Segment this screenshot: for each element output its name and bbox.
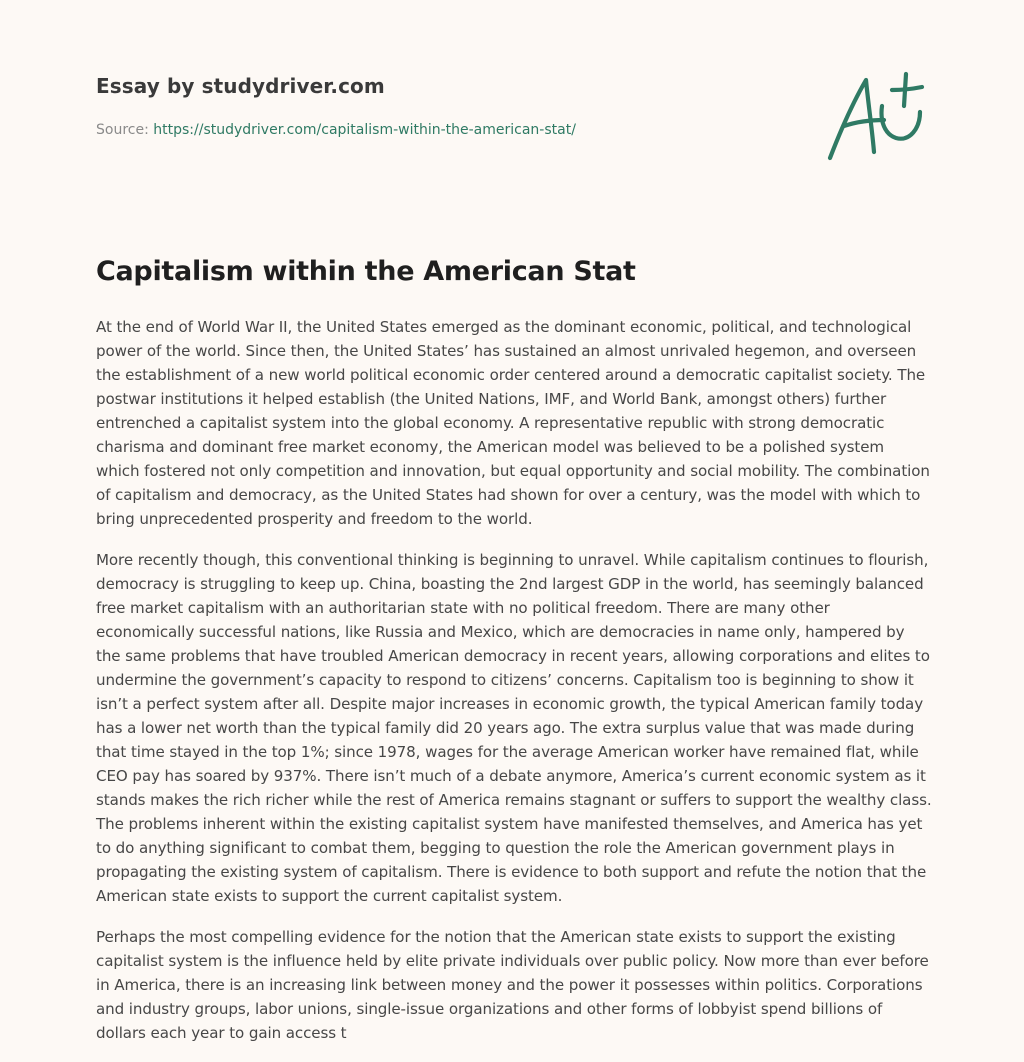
article-title: Capitalism within the American Stat bbox=[96, 256, 636, 287]
source-link[interactable]: https://studydriver.com/capitalism-within-the-american-stat/ bbox=[153, 122, 576, 138]
essay-header bbox=[96, 74, 796, 138]
article-body bbox=[96, 315, 932, 1062]
essay-by-heading: Essay by studydriver.com bbox=[96, 74, 385, 98]
source-line bbox=[96, 122, 796, 138]
source-label: Source: bbox=[96, 122, 149, 138]
paragraph: More recently though, this conventional thinking is beginning to unravel. While capitalism continues to flourish, democracy is struggling to keep up. China, boasting the 2nd largest GDP in the world, has seemingly balanced free market capitalism with an authoritarian state with no political freedom. There are many other economically successful nations, like Russia and Mexico, which are democracies in name only, hampered by the same problems that have troubled American democracy in recent years, allowing corporations and elites to undermine the government’s capacity to respond to citizens’ concerns. Capitalism too is beginning to show it isn’t a perfect system after all. Despite major increases in economic growth, the typical American family today has a lower net worth than the typical family did 20 years ago. The extra surplus value that was made during that time stayed in the top 1%; since 1978, wages for the average American worker have remained flat, while CEO pay has soared by 937%. There isn’t much of a debate anymore, America’s current economic system as it stands makes the rich richer while the rest of America remains stagnant or suffers to support the wealthy class. The problems inherent within the existing capitalist system have manifested themselves, and America has yet to do anything significant to combat them, begging to question the role the American government plays in propagating the existing system of capitalism. There is evidence to both support and refute the notion that the American state exists to support the current capitalist system. bbox=[96, 551, 932, 905]
paragraph: Perhaps the most compelling evidence for the notion that the American state exists to support the existing capitalist system is the influence held by elite private individuals over public policy. Now more than ever before in America, there is an increasing link between money and the power it possesses within politics. Corporations and industry groups, labor unions, single-issue organizations and other forms of lobbyist spend billions of dollars each year to gain access t bbox=[96, 928, 929, 1042]
a-plus-logo-icon bbox=[822, 68, 926, 164]
paragraph: At the end of World War II, the United States emerged as the dominant economic, political, and technological power of the world. Since then, the United States’ has sustained an almost unrivaled hegemon, and overseen the establishment of a new world political economic order centered around a democratic capitalist society. The postwar institutions it helped establish (the United Nations, IMF, and World Bank, amongst others) further entrenched a capitalist system into the global economy. A representative republic with strong democratic charisma and dominant free market economy, the American model was believed to be a polished system which fostered not only competition and innovation, but equal opportunity and social mobility. The combination of capitalism and democracy, as the United States had shown for over a century, was the model with which to bring unprecedented prosperity and freedom to the world. bbox=[96, 318, 930, 528]
